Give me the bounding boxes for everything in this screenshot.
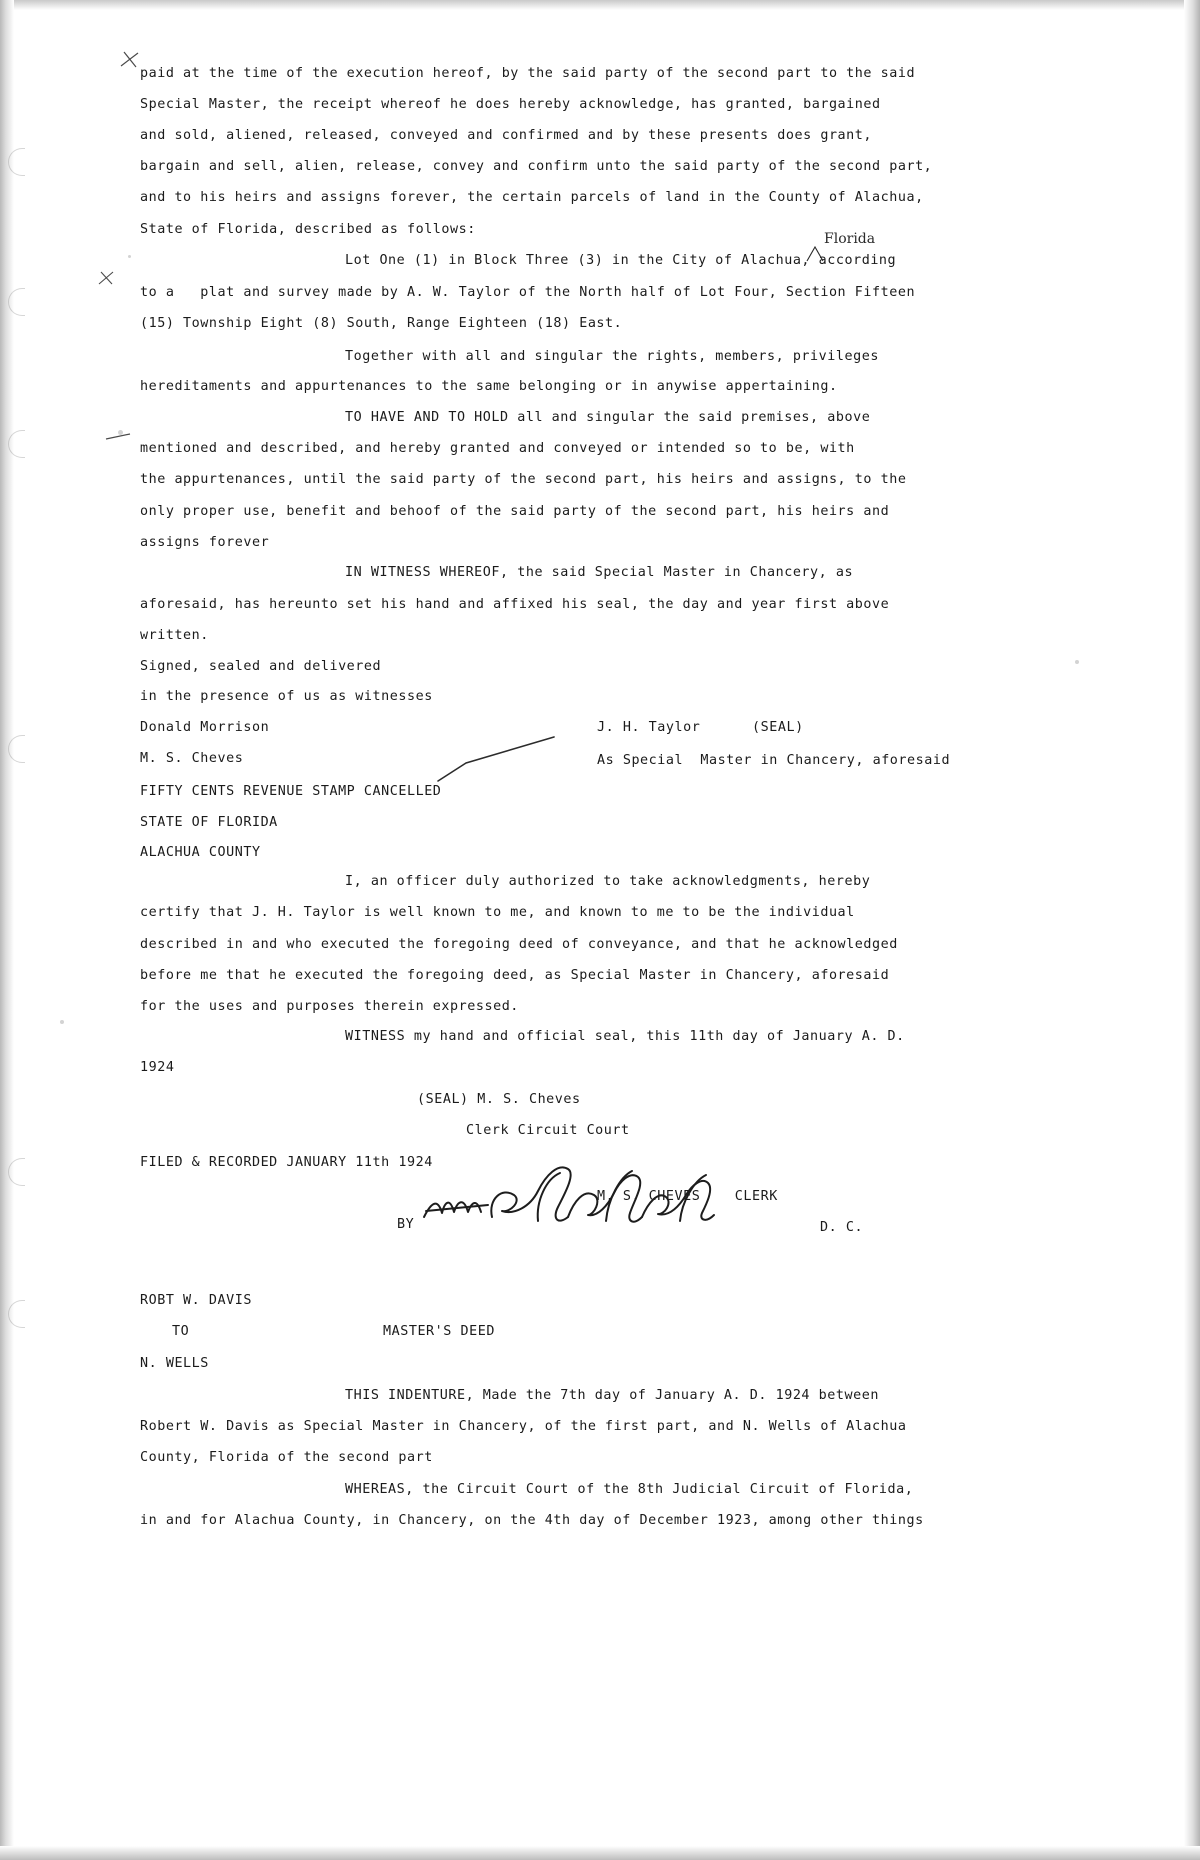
document-line: Special Master, the receipt whereof he does hereby acknowledge, has granted, bargained [140, 97, 881, 112]
document-line: TO HAVE AND TO HOLD all and singular the said premises, above [345, 410, 871, 425]
clerk-seal-line: (SEAL) M. S. Cheves [417, 1092, 581, 1107]
margin-pencil-mark [96, 268, 118, 290]
paper-speck [128, 255, 131, 258]
page-edge-right [1184, 0, 1200, 1860]
document-line: hereditaments and appurtenances to the same belonging or in anywise appertaining. [140, 379, 838, 394]
document-line: to a plat and survey made by A. W. Taylor of the North half of Lot Four, Section Fifteen [140, 285, 916, 300]
revenue-stamp-note: FIFTY CENTS REVENUE STAMP CANCELLED [140, 784, 442, 799]
document-line: written. [140, 628, 209, 643]
revenue-stamp-cancellation-stroke [432, 735, 562, 795]
document-line: I, an officer duly authorized to take acknowledgments, hereby [345, 874, 871, 889]
paper-speck [60, 1020, 64, 1024]
document-line: assigns forever [140, 535, 270, 550]
witness-name-line: M. S. Cheves [140, 751, 244, 766]
grantor-name: ROBT W. DAVIS [140, 1293, 252, 1308]
document-line: WITNESS my hand and official seal, this 11th day of January A. D. [345, 1029, 905, 1044]
document-line: THIS INDENTURE, Made the 7th day of January A. D. 1924 between [345, 1388, 879, 1403]
by-label: BY [397, 1217, 415, 1232]
document-line: only proper use, benefit and behoof of the said party of the second part, his heirs and [140, 504, 890, 519]
signer-name-line: J. H. Taylor (SEAL) [597, 720, 804, 735]
deputy-clerk-label: D. C. [820, 1220, 864, 1235]
document-line: State of Florida, described as follows: [140, 222, 476, 237]
clerk-title-line: Clerk Circuit Court [466, 1123, 630, 1138]
document-line: before me that he executed the foregoing deed, as Special Master in Chancery, aforesaid [140, 968, 890, 983]
document-line: and to his heirs and assigns forever, the certain parcels of land in the County of Alachua, [140, 190, 924, 205]
document-line: STATE OF FLORIDA [140, 815, 278, 830]
to-label: TO [172, 1324, 190, 1339]
document-line: WHEREAS, the Circuit Court of the 8th Judicial Circuit of Florida, [345, 1482, 914, 1497]
document-line: Together with all and singular the rights, members, privileges [345, 349, 879, 364]
page-edge-left [0, 0, 14, 1860]
document-line: Lot One (1) in Block Three (3) in the City of Alachua, according [345, 253, 897, 268]
document-line: described in and who executed the foregoing deed of conveyance, and that he acknowledged [140, 937, 898, 952]
clerk-stamp-line: M. S. CHEVES CLERK [597, 1189, 778, 1204]
filed-recorded-line: FILED & RECORDED JANUARY 11th 1924 [140, 1155, 433, 1170]
document-line: (15) Township Eight (8) South, Range Eighteen (18) East. [140, 316, 623, 331]
document-line: bargain and sell, alien, release, convey and confirm unto the said party of the second part, [140, 159, 933, 174]
page-edge-top [0, 0, 1200, 10]
document-line: IN WITNESS WHEREOF, the said Special Master in Chancery, as [345, 565, 854, 580]
document-line: in the presence of us as witnesses [140, 689, 433, 704]
document-line: for the uses and purposes therein expressed. [140, 999, 519, 1014]
document-line: County, Florida of the second part [140, 1450, 433, 1465]
document-line: Robert W. Davis as Special Master in Chancery, of the first part, and N. Wells of Alachua [140, 1419, 907, 1434]
signature-m-s-cheves [418, 1155, 728, 1240]
page-edge-bottom [0, 1846, 1200, 1860]
document-line: and sold, aliened, released, conveyed and confirmed and by these presents does grant, [140, 128, 873, 143]
document-line: aforesaid, has hereunto set his hand and affixed his seal, the day and year first above [140, 597, 890, 612]
handwritten-insertion-florida: Florida [824, 231, 876, 247]
margin-pencil-mark [118, 48, 144, 74]
document-line: ALACHUA COUNTY [140, 845, 261, 860]
signer-title-line: As Special Master in Chancery, aforesaid [597, 753, 951, 768]
document-line: the appurtenances, until the said party of the second part, his heirs and assigns, to the [140, 472, 907, 487]
deed-title: MASTER'S DEED [383, 1324, 495, 1339]
document-line: 1924 [140, 1060, 175, 1075]
document-line: in and for Alachua County, in Chancery, on the 4th day of December 1923, among other things [140, 1513, 924, 1528]
caret-insertion-mark [805, 243, 827, 265]
margin-pencil-mark [104, 428, 134, 444]
document-line: mentioned and described, and hereby granted and conveyed or intended so to be, with [140, 441, 855, 456]
paper-speck [1075, 660, 1079, 664]
witness-name-line: Donald Morrison [140, 720, 270, 735]
document-line: Signed, sealed and delivered [140, 659, 382, 674]
document-line: certify that J. H. Taylor is well known to me, and known to me to be the individual [140, 905, 855, 920]
grantee-name: N. WELLS [140, 1356, 209, 1371]
document-line: paid at the time of the execution hereof, by the said party of the second part to the said [140, 66, 916, 81]
